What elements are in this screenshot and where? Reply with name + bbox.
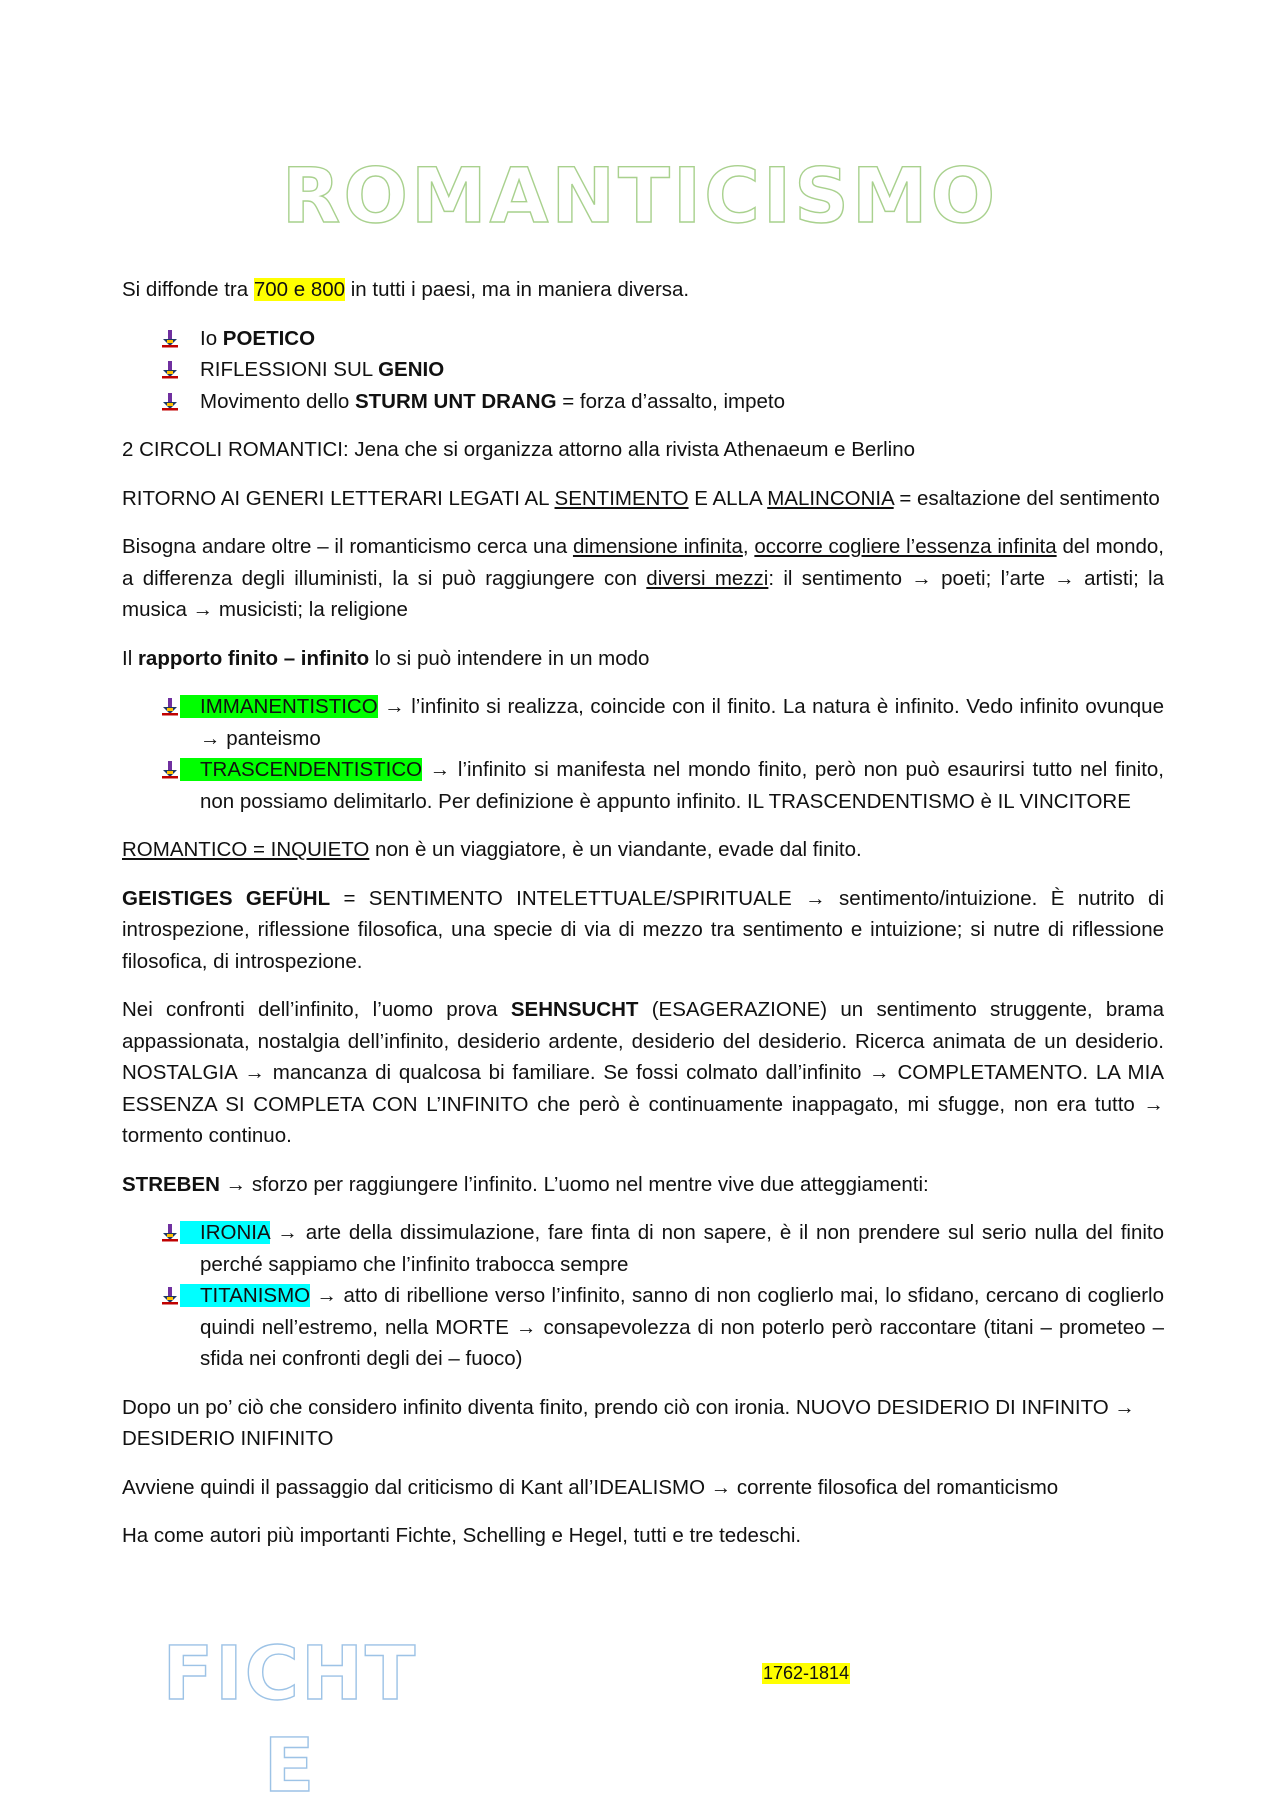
mezzi-underlined: diversi mezzi	[646, 566, 769, 590]
list-item	[122, 1217, 1164, 1280]
autori-paragraph: Ha come autori più importanti Fichte, Schelling e Hegel, tutti e tre tedeschi.	[122, 1524, 802, 1547]
intro-text: Si diffonde tra	[122, 278, 254, 301]
geistiges-bold: GEISTIGES GEFÜHL	[122, 886, 331, 910]
geistiges-paragraph	[122, 883, 1164, 978]
list-item	[122, 1280, 1164, 1375]
arrow-down-bullet-icon	[162, 761, 178, 779]
bisogna-text: Bisogna andare oltre – il romanticismo cerca una	[122, 535, 573, 558]
avviene-paragraph: Avviene quindi il passaggio dal criticismo di Kant all’IDEALISMO → corrente filosofica del romanticismo	[122, 1475, 1059, 1499]
arrow-down-bullet-icon	[162, 698, 178, 716]
rapporto-paragraph	[122, 643, 1164, 675]
list-item-text: RIFLESSIONI SUL	[200, 358, 379, 381]
list-item-bold: GENIO	[378, 358, 445, 381]
list-item	[122, 754, 1164, 817]
list-item	[122, 354, 1164, 386]
fichte-heading-line-2: E	[263, 1723, 317, 1809]
arrow-down-bullet-icon	[162, 393, 178, 411]
list-item	[122, 386, 1164, 418]
rapporto-text: Il	[122, 646, 138, 670]
dopo-paragraph: Dopo un po’ ciò che considero infinito diventa finito, prendo ciò con ironia. NUOVO DESIDERIO DI INFINITO → DESIDERIO INIFINITO	[122, 1395, 1135, 1450]
list-item-text: → atto di ribellione verso l’infinito, sanno di non coglierlo mai, lo sfidano, cercano di coglierlo quindi nell’estremo, nella MORTE → consapevolezza di non poterlo però raccontare (titani – prometeo – sfida nei confronti degli dei – fuoco)	[200, 1284, 1164, 1370]
list-item-text: Io	[200, 326, 223, 350]
dimensione-underlined: dimensione infinita	[572, 535, 743, 558]
geistiges-text: = SENTIMENTO INTELETTUALE/SPIRITUALE → sentimento/intuizione. È nutrito di introspezione, riflessione filosofica, una specie di via di mezzo tra sentimento e intuizione; si nutre di riflessione filosofica, di introspezione.	[122, 886, 1164, 973]
sentimento-underlined: SENTIMENTO	[554, 486, 689, 510]
titanismo-highlight: TITANISMO	[180, 1284, 310, 1307]
streben-bold: STREBEN	[122, 1172, 220, 1196]
ironia-highlight: IRONIA	[180, 1221, 270, 1244]
fichte-dates: 1762-1814	[763, 1663, 850, 1683]
document-body	[122, 274, 1164, 1569]
bullet-list-2	[122, 691, 1164, 817]
bullet-list-1	[122, 323, 1164, 418]
circoli-paragraph: 2 CIRCOLI ROMANTICI: Jena che si organizza attorno alla rivista Athenaeum e Berlino	[122, 438, 916, 461]
bisogna-text: ,	[742, 535, 755, 558]
rapporto-bold: rapporto finito – infinito	[137, 646, 370, 670]
page-title: ROMANTICISMO	[281, 151, 999, 240]
immanentistico-highlight: IMMANENTISTICO	[180, 695, 378, 718]
list-item-text: → l’infinito si realizza, coincide con il finito. La natura è infinito. Vedo infinito ovunque → panteismo	[200, 695, 1164, 750]
list-item-text: Movimento dello	[200, 389, 355, 413]
ritorno-text: E ALLA	[688, 486, 768, 510]
list-item-rest: = forza d’assalto, impeto	[556, 389, 786, 413]
romantico-text: non è un viaggiatore, è un viandante, evade dal finito.	[369, 838, 862, 861]
century-highlight: 700 e 800	[253, 278, 346, 301]
arrow-down-bullet-icon	[162, 361, 178, 379]
sehnsucht-paragraph	[122, 994, 1164, 1152]
arrow-down-bullet-icon	[162, 330, 178, 348]
list-item-bold: POETICO	[222, 326, 316, 350]
trascendentistico-highlight: TRASCENDENTISTICO	[180, 758, 422, 781]
intro-text-end: in tutti i paesi, ma in maniera diversa.	[345, 278, 690, 301]
sehnsucht-text: (ESAGERAZIONE) un sentimento struggente, brama appassionata, nostalgia dell’infinito, desiderio ardente, desiderio del desiderio. Ricerca animata de un desiderio. NOSTALGIA → mancanza di qualcosa bi familiare. Se fossi colmato dall’infinito → COMPLETAMENTO. LA MIA ESSENZA SI COMPLETA CON L’INFINITO che però è continuamente inappagato, mi sfugge, non era tutto → tormento continuo.	[122, 998, 1164, 1147]
malinconia-underlined: MALINCONIA	[767, 486, 894, 510]
sehnsucht-bold: SEHNSUCHT	[510, 998, 639, 1021]
list-item-text: → arte della dissimulazione, fare finta di non sapere, è il non prendere sul serio nulla del finito perché sappiamo che l’infinito trabocca sempre	[200, 1221, 1164, 1276]
rapporto-text: lo si può intendere in un modo	[369, 646, 650, 670]
fichte-heading-line-1: FICHT	[162, 1631, 418, 1717]
bisogna-text: : il sentimento → poeti; l’arte → artisti; la musica → musicisti; la religione	[122, 566, 1165, 621]
list-item	[122, 323, 1164, 355]
intro-paragraph	[122, 274, 1164, 306]
streben-text: → sforzo per raggiungere l’infinito. L’uomo nel mentre vive due atteggiamenti:	[219, 1172, 929, 1196]
bisogna-paragraph	[122, 531, 1164, 626]
list-item-text: → l’infinito si manifesta nel mondo finito, però non può esaurirsi tutto nel finito, non possiamo delimitarlo. Per definizione è appunto infinito. IL TRASCENDENTISMO è IL VINCITORE	[200, 758, 1164, 813]
list-item-bold: STURM UNT DRANG	[354, 389, 557, 413]
ritorno-text: = esaltazione del sentimento	[893, 486, 1160, 510]
arrow-down-bullet-icon	[162, 1287, 178, 1305]
list-item	[122, 691, 1164, 754]
romantico-paragraph	[122, 834, 1164, 866]
arrow-down-bullet-icon	[162, 1224, 178, 1242]
ritorno-paragraph	[122, 483, 1164, 515]
fichte-heading	[150, 1628, 430, 1812]
ritorno-text: RITORNO AI GENERI LETTERARI LEGATI AL	[122, 486, 555, 510]
bisogna-text: del mondo, a differenza degli illuministi, la si può raggiungere con	[122, 535, 1164, 590]
essenza-underlined: occorre cogliere l’essenza infinita	[754, 535, 1057, 558]
bullet-list-3	[122, 1217, 1164, 1375]
romantico-underlined: ROMANTICO = INQUIETO	[122, 838, 370, 861]
sehnsucht-text: Nei confronti dell’infinito, l’uomo prova	[122, 998, 511, 1021]
streben-paragraph	[122, 1169, 1164, 1201]
